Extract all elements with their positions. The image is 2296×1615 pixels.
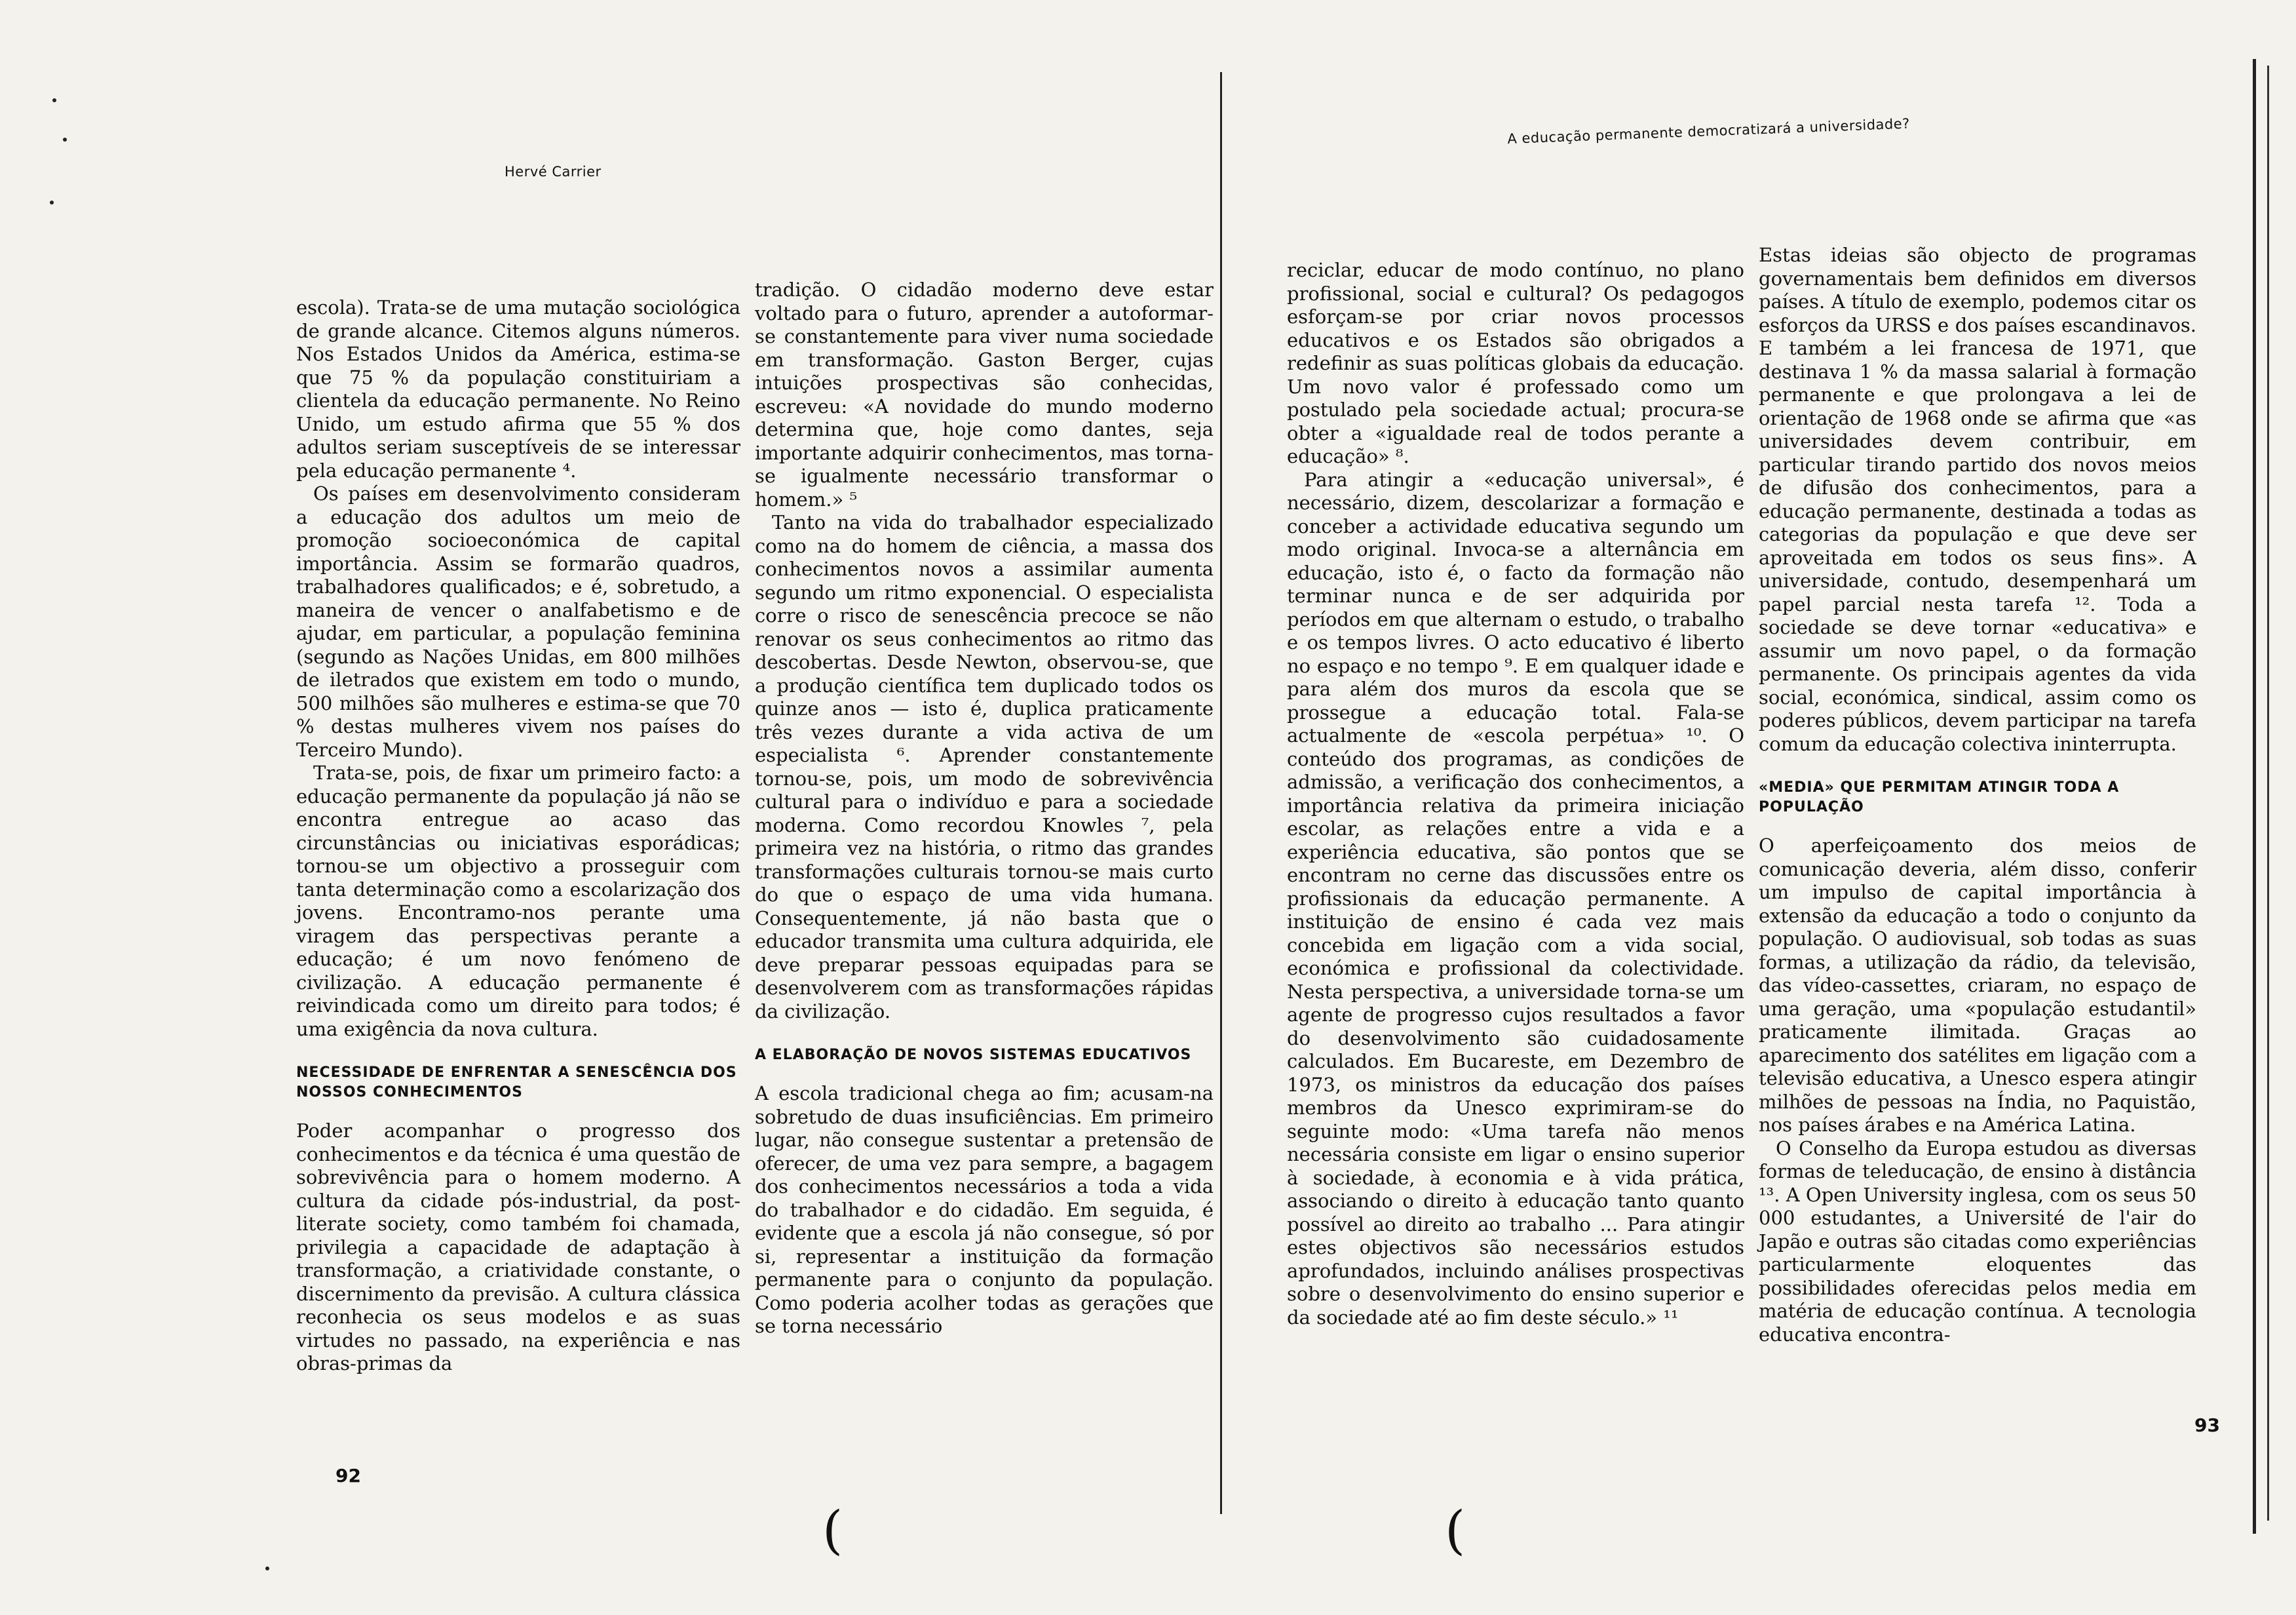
- right-column-1: [1287, 259, 1744, 1329]
- paragraph: Os países em desenvolvimento consideram a educação dos adultos um meio de promoção socioeconómica de capital importância. Assim se formarão quadros, trabalhadores qualificados; e é, sobretudo, a maneira de vencer o analfabetismo e de ajudar, em particular, a população feminina (segundo as Nações Unidas, em 800 milhões de iletrados que existem em todo o mundo, 500 milhões são mulheres e estima-se que 70 % destas mulheres vivem nos países do Terceiro Mundo).: [296, 482, 740, 761]
- bracket-mark: (: [822, 1500, 843, 1561]
- section-heading: «MEDIA» QUE PERMITAM ATINGIR TODA A POPULAÇÃO: [1759, 779, 2120, 815]
- paragraph: Trata-se, pois, de fixar um primeiro facto: a educação permanente da população já não se encontra entregue ao acaso das circunstâncias ou iniciativas esporádicas; tornou-se um objectivo a prosseguir com tanta determinação como a escolarização dos jovens. Encontramo-nos perante uma viragem das perspectivas perante a educação; é um novo fenómeno de civilização. A educação permanente é reivindicada como um direito para todos; é uma exigência da nova cultura.: [296, 762, 740, 1040]
- paragraph: Estas ideias são objecto de programas governamentais bem definidos em diversos países. A título de exemplo, podemos citar os esforços da URSS e dos países escandinavos. E também a lei francesa de 1971, que destinava 1 % da massa salarial à formação permanente e que prolongava a lei de orientação de 1968 onde se afirma que «as universidades devem contribuir, em particular tirando partido dos novos meios de difusão dos conhecimentos, para a educação permanente, destinada a todas as categorias da população e que deve ser aproveitada em todos os seus fins». A universidade, contudo, desempenhará um papel parcial nesta tarefa ¹². Toda a sociedade se deve tornar «educativa» e assumir um novo papel, o da formação permanente. Os principais agentes da vida social, económica, sindical, assim como os poderes públicos, devem participar na tarefa comum da educação colectiva ininterrupta.: [1759, 244, 2196, 755]
- paragraph: reciclar, educar de modo contínuo, no plano profissional, social e cultural? Os pedagogos esforçam-se por criar novos processos educativos e os Estados são obrigados a redefinir as suas políticas globais da educação. Um novo valor é professado como um postulado pela sociedade actual; procura-se obter a «igualdade real de todos perante a educação» ⁸.: [1287, 259, 1744, 467]
- left-column-1: [296, 296, 740, 1376]
- section-heading: A ELABORAÇÃO DE NOVOS SISTEMAS EDUCATIVOS: [755, 1047, 1192, 1063]
- paragraph: escola). Trata-se de uma mutação sociológica de grande alcance. Citemos alguns números. Nos Estados Unidos da América, estima-se que 75 % da população constituiriam a clientela da educação permanente. No Reino Unido, um estudo afirma que 55 % dos adultos seriam susceptíveis de se interessar pela educação permanente ⁴.: [296, 296, 740, 482]
- page-number: 92: [335, 1465, 361, 1487]
- paragraph: tradição. O cidadão moderno deve estar voltado para o futuro, aprender a autoformar-se constantemente para viver numa sociedade em transformação. Gaston Berger, cujas intuições prospectivas são conhecidas, escreveu: «A novidade do mundo moderno determina que, hoje como dantes, seja importante adquirir conhecimentos, mas torna-se igualmente necessário transformar o homem.» ⁵: [755, 279, 1214, 511]
- paragraph: Poder acompanhar o progresso dos conhecimentos e da técnica é uma questão de sobrevivência para o homem moderno. A cultura da cidade pós-industrial, da post-literate society, como também foi chamada, privilegia a capacidade de adaptação à transformação, a criatividade constante, o discernimento da previsão. A cultura clássica reconhecia os seus modelos e as suas virtudes no passado, na experiência e nas obras-primas da: [296, 1119, 740, 1374]
- page-number: 93: [2194, 1414, 2220, 1436]
- paragraph: Tanto na vida do trabalhador especializado como na do homem de ciência, a massa dos conhecimentos novos a assimilar aumenta segundo um ritmo exponencial. O especialista corre o risco de senescência precoce se não renovar os seus conhecimentos ao ritmo das descobertas. Desde Newton, observou-se, que a produção científica tem duplicado todos os quinze anos — isto é, duplica praticamente três vezes durante a vida activa de um especialista ⁶. Aprender constantemente tornou-se, pois, um modo de sobrevivência cultural para o indivíduo e para a sociedade moderna. Como recordou Knowles ⁷, pela primeira vez na história, o ritmo das grandes transformações culturais tornou-se mais curto do que o espaço de uma vida humana. Consequentemente, já não basta que o educador transmita uma cultura adquirida, ele deve preparar pessoas equipadas para se desenvolverem com as transformações rápidas da civilização.: [755, 511, 1214, 1022]
- paragraph: Para atingir a «educação universal», é necessário, dizem, descolarizar a formação e conceber a actividade educativa segundo um modo original. Invoca-se a alternância em educação, isto é, o facto da formação não terminar nunca e de ser adquirida por períodos em que alternam o estudo, o trabalho e os tempos livres. O acto educativo é liberto no espaço e no tempo ⁹. E em qualquer idade e para além dos muros da escola que se prossegue a educação total. Fala-se actualmente de «escola perpétua» ¹⁰. O conteúdo dos programas, as condições de admissão, a verificação dos conhecimentos, a importância relativa da primeira iniciação escolar, as relações entre a vida e a experiência educativa, são pontos que se encontram no cerne das discussões entre os profissionais da educação permanente. A instituição de ensino é cada vez mais concebida em ligação com a vida social, económica e profissional da colectividade. Nesta perspectiva, a universidade torna-se um agente de progresso cujos resultados a favor do desenvolvimento são cuidadosamente calculados. Em Bucareste, em Dezembro de 1973, os ministros da educação dos países membros da Unesco exprimiram-se do seguinte modo: «Uma tarefa não menos necessária consiste em ligar o ensino superior à sociedade, à economia e à vida prática, associando o direito à educação tanto quanto possível ao direito ao trabalho ... Para atingir estes objectivos são necessários estudos aprofundados, incluindo análises prospectivas sobre o desenvolvimento do ensino superior e da sociedade até ao fim deste século.» ¹¹: [1287, 468, 1744, 1329]
- right-page: [1148, 0, 2296, 1615]
- left-column-2: [755, 279, 1214, 1338]
- running-head-title: A educação permanente democratizará a universidade?: [1507, 115, 1911, 147]
- page-edge: [2267, 66, 2269, 1521]
- page-edge: [2253, 59, 2256, 1534]
- bracket-mark: (: [1445, 1500, 1466, 1561]
- right-column-2: [1759, 244, 2196, 1346]
- section-heading: NECESSIDADE DE ENFRENTAR A SENESCÊNCIA DOS NOSSOS CONHECIMENTOS: [296, 1064, 737, 1100]
- paragraph: O aperfeiçoamento dos meios de comunicação deveria, além disso, conferir um impulso de capital importância à extensão da educação a todo o conjunto da população. O audiovisual, sob todas as suas formas, a utilização da rádio, da televisão, das vídeo-cassettes, criaram, no espaço de uma geração, uma «população estudantil» praticamente ilimitada. Graças ao aparecimento dos satélites em ligação com a televisão educativa, a Unesco espera atingir milhões de pessoas na Índia, no Paquistão, nos países árabes e na América Latina.: [1759, 834, 2196, 1136]
- running-head-author: Hervé Carrier: [505, 164, 602, 180]
- paragraph: O Conselho da Europa estudou as diversas formas de teleducação, de ensino à distância ¹³. A Open University inglesa, com os seus 50 000 estudantes, a Université de l'air do Japão e outras são citadas como experiências particularmente eloquentes das possibilidades oferecidas pelos media em matéria de educação contínua. A tecnologia educativa encontra-: [1759, 1137, 2196, 1346]
- paragraph: A escola tradicional chega ao fim; acusam-na sobretudo de duas insuficiências. Em primeiro lugar, não consegue sustentar a pretensão de oferecer, de uma vez para sempre, a bagagem dos conhecimentos necessários a toda a vida do trabalhador e do cidadão. Em seguida, é evidente que a escola já não consegue, só por si, representar a instituição da formação permanente para o conjunto da população. Como poderia acolher todas as gerações que se torna necessário: [755, 1082, 1214, 1337]
